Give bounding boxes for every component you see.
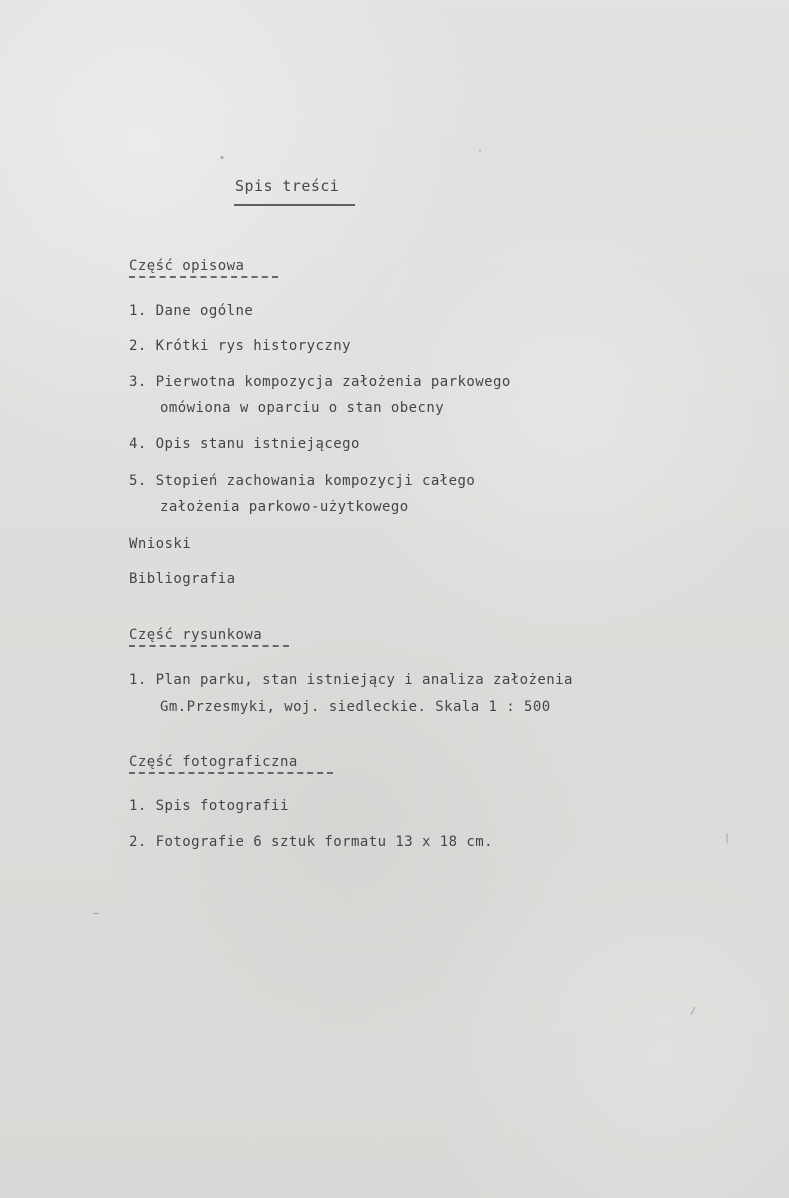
- paper-mark: •: [219, 153, 226, 164]
- toc-line: 2. Fotografie 6 sztuk formatu 13 x 18 cm.: [129, 834, 494, 850]
- section-heading: Część rysunkowa: [129, 627, 263, 643]
- toc-line: Wnioski: [129, 536, 192, 552]
- toc-line: omówiona w oparciu o stan obecny: [160, 400, 445, 416]
- toc-line: 4. Opis stanu istniejącego: [129, 436, 360, 452]
- paper-mark: —: [93, 908, 100, 919]
- section-heading-underline: [129, 276, 278, 278]
- section-heading: Część opisowa: [129, 258, 245, 274]
- paper-mark: ·: [477, 146, 484, 157]
- document-title: Spis treści: [235, 177, 340, 195]
- paper-mark: |: [724, 833, 731, 844]
- title-underline: [234, 204, 355, 206]
- toc-line: 1. Plan parku, stan istniejący i analiza założenia: [129, 672, 573, 688]
- paper-mark: /: [690, 1006, 697, 1017]
- toc-line: 1. Spis fotografii: [129, 798, 289, 814]
- toc-line: założenia parkowo-użytkowego: [160, 499, 409, 515]
- toc-line: 1. Dane ogólne: [129, 303, 254, 319]
- toc-line: 2. Krótki rys historyczny: [129, 338, 351, 354]
- toc-line: Bibliografia: [129, 571, 236, 587]
- section-heading: Część fotograficzna: [129, 754, 298, 770]
- section-heading-underline: [129, 645, 289, 647]
- section-heading-underline: [129, 772, 333, 774]
- toc-line: 3. Pierwotna kompozycja założenia parkowego: [129, 374, 511, 390]
- toc-line: Gm.Przesmyki, woj. siedleckie. Skala 1 : 500: [160, 699, 551, 715]
- toc-line: 5. Stopień zachowania kompozycji całego: [129, 473, 476, 489]
